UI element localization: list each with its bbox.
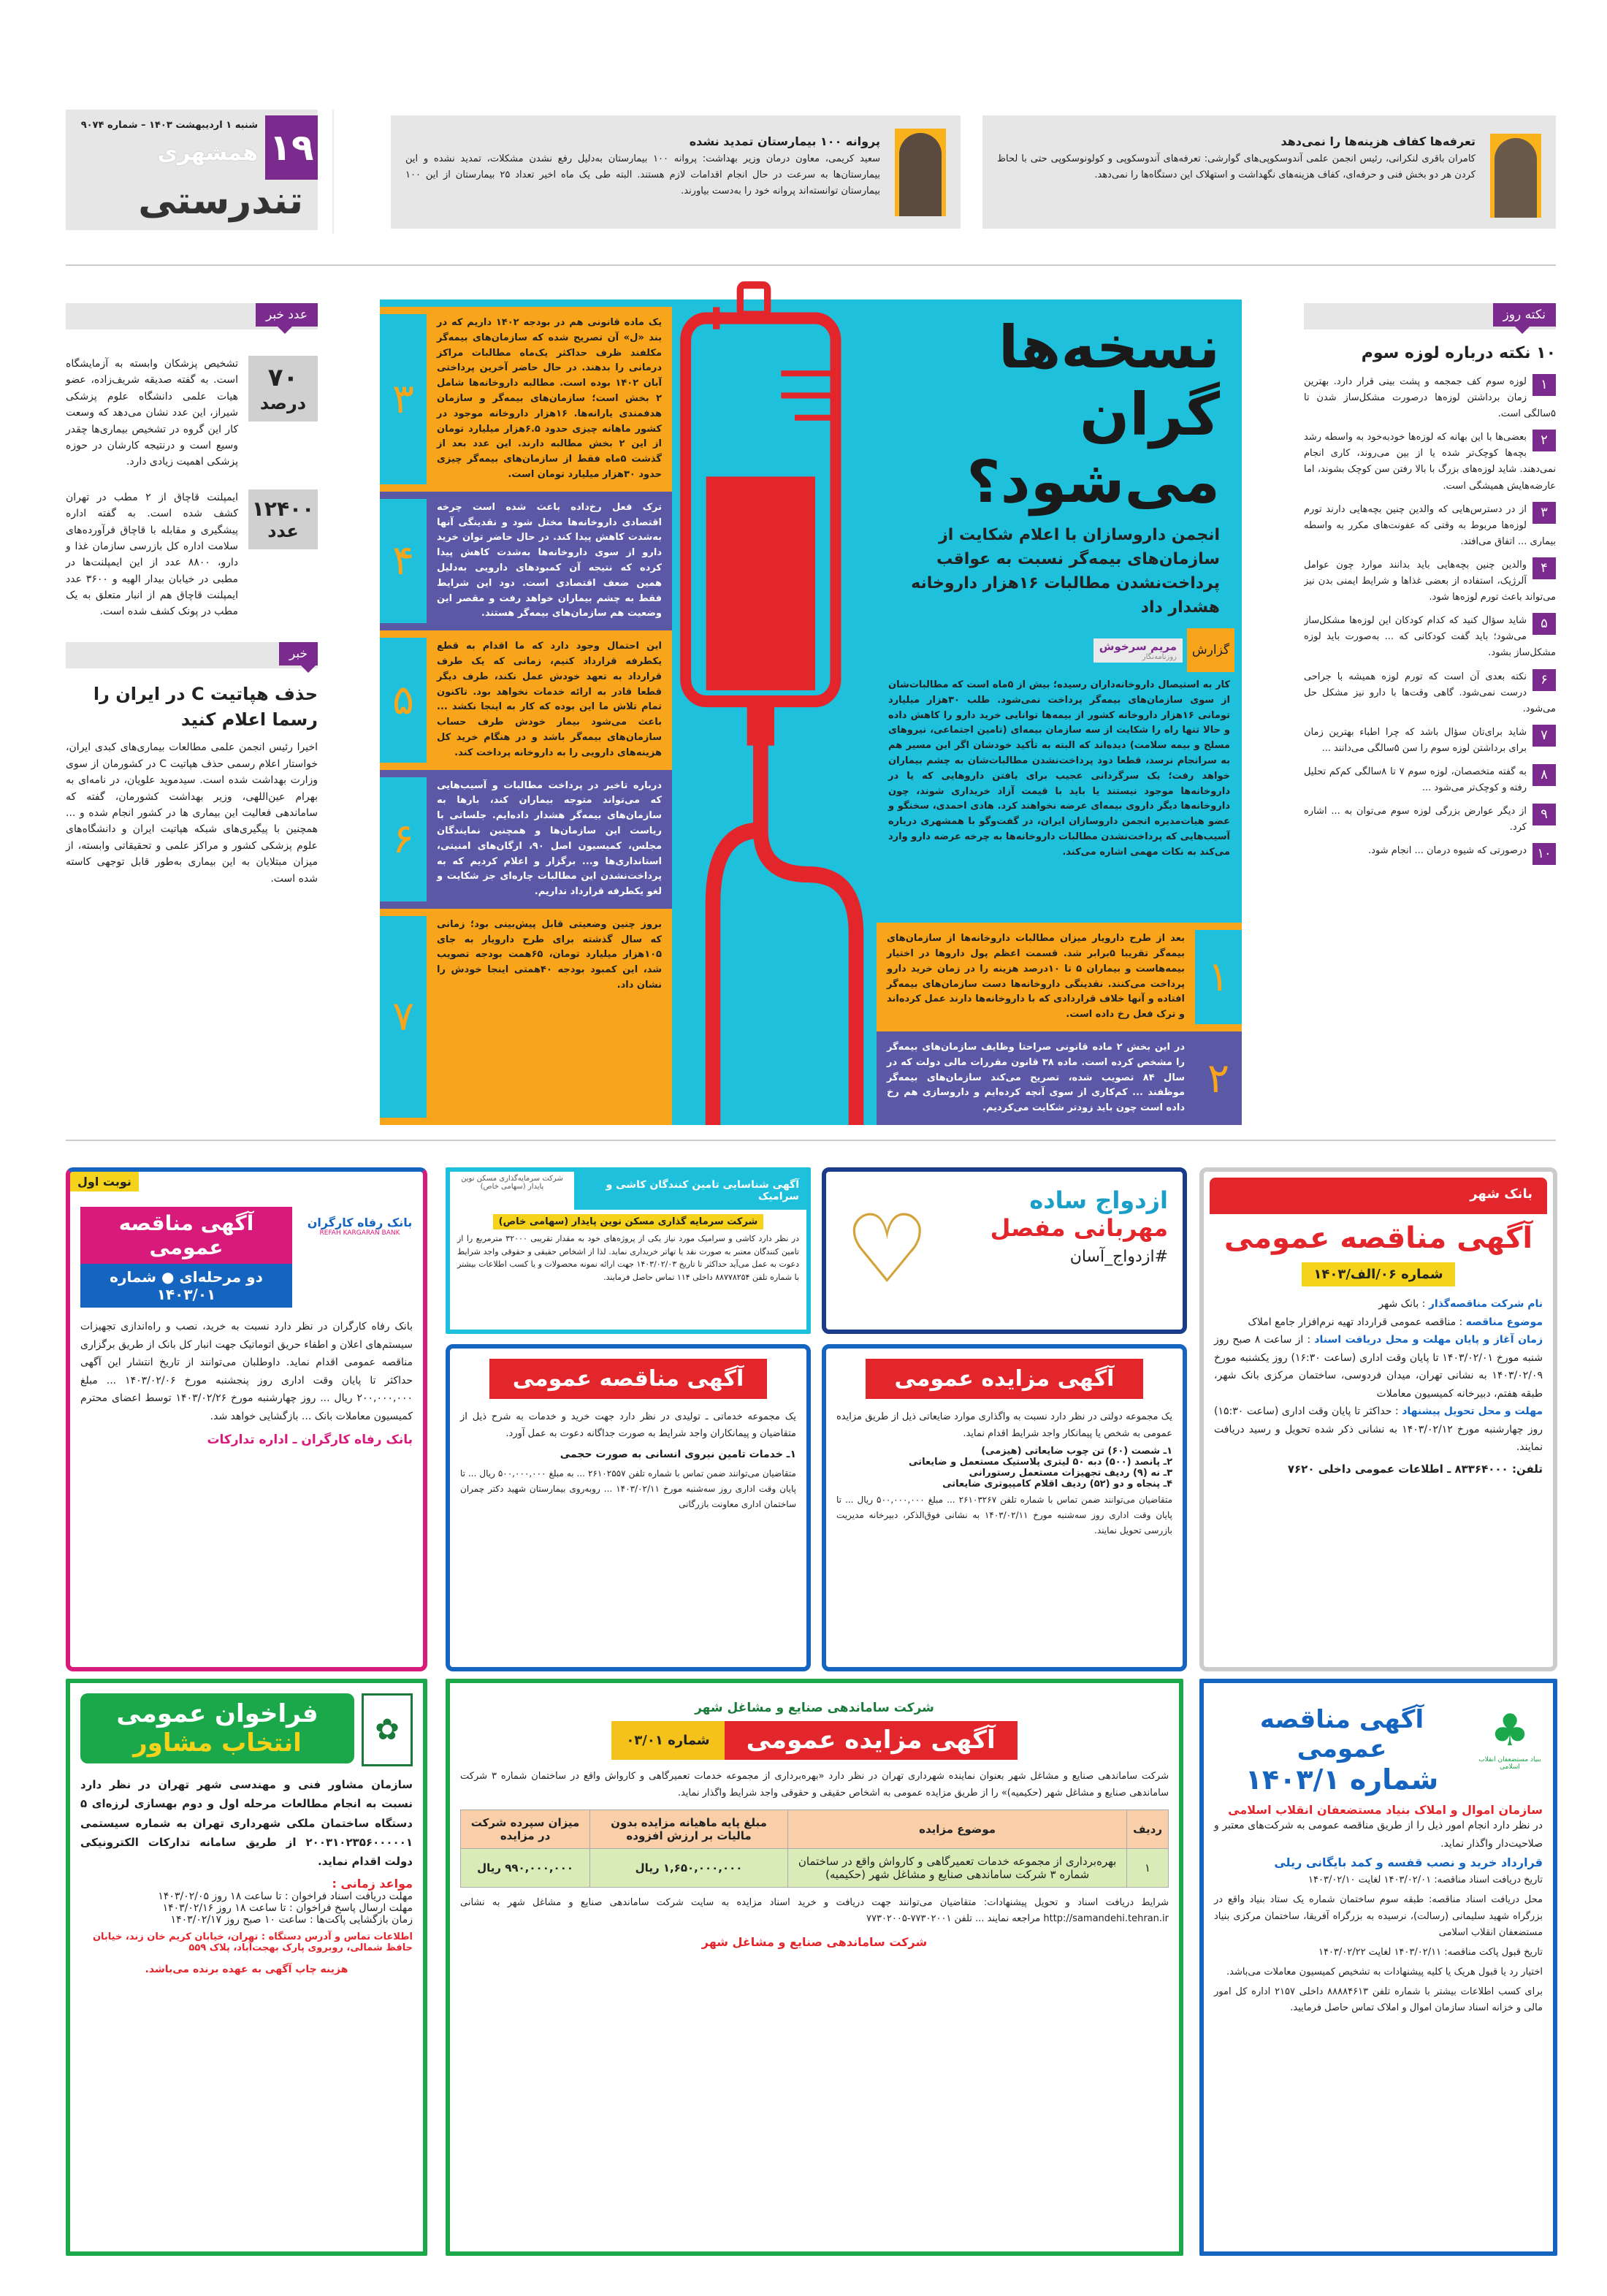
notice-badge: نوبت اول [70,1172,139,1191]
number-box: ۷۰ درصد [248,356,318,422]
ad-intro: در نظر دارد انجام امور ذیل را از طریق مناقصه عمومی به شرکت‌های معتبر و صلاحیت‌دار واگذار نماید. [1214,1820,1543,1850]
ad-title: فراخوان عمومی انتخاب مشاور [80,1693,354,1763]
page-number: ۱۹ [265,115,318,180]
news-body: سعید کریمی، معاون درمان وزیر بهداشت: پروانه ۱۰۰ بیمارستان به‌دلیل رفع نشدن مشکلات، تمدید نشده و این بیمارستان‌ها به سرعت در حال انجام اقدامات لازم هستند. البته طی یک ماه اخیر تعداد ۲۵ بیمارستان از این ۱۰۰ بیمارستان توانسته‌اند پروانه خود را به‌دست بیاورند. [405,153,881,197]
tip-number: ۶ [1532,669,1556,691]
refah-logo: بانک رفاه کارگران REFAH KARGARAN BANK [307,1216,413,1237]
tip-number: ۲ [1532,430,1556,451]
point-number: ۱ [1195,930,1242,1024]
org-name: شرکت ساماندهی صنایع و مشاغل شهر [695,1701,934,1715]
portrait-photo [895,129,946,216]
points-left-stack [380,300,672,1125]
point-2-panel [877,1031,1242,1125]
ad-body: متقاضیان می‌توانند ضمن تماس با شماره تلفن ۲۶۱۰۳۲۶۷ ... مبلغ ۵۰۰,۰۰۰,۰۰۰ ریال ... تا پایان وقت اداری روز سه‌شنبه مورخ ۱۴۰۳/۰۲/۱۱ به نشانی فوق‌الذکر، دبیرخانه مدیریت بازرسی تحویل نمایند. [836,1494,1172,1536]
paper-logo: همشهری [157,140,258,166]
ad-field: مهلت و محل تحویل پیشنهاد : حداکثر تا پایان وقت اداری (ساعت ۱۵:۳۰) روز چهارشنبه مورخ ۱۴۰۳/۰۲/۱۲ به نشانی ذکر شده تحویل و رسید دریافت نمایند. [1214,1406,1543,1453]
tip-text: از دیگر عوارض بزرگی لوزه سوم می‌توان به ... اشاره کرد. [1304,806,1527,834]
hashtag: #ازدواج_آسان [1069,1248,1168,1266]
slogan-line2: مهربانی مفصل [990,1214,1168,1242]
tip-item [1304,669,1556,717]
ad-title: آگهی مناقصه عمومی [1259,1705,1424,1763]
number-box: ۱۲۴۰۰ عدد [248,489,318,549]
ad-number: شماره ۱۴۰۳/۱ [1245,1763,1439,1796]
deadline-item: زمان بازگشایی پاکت‌ها : ساعت ۱۰ صبح روز ۱۴۰۳/۰۲/۱۷ [170,1914,413,1926]
ad-footer: هزینه چاپ آگهی به عهده برنده می‌باشد. [145,1964,348,1976]
ad-field: تاریخ دریافت اسناد مناقصه: ۱۴۰۳/۰۲/۰۱ لغایت ۱۴۰۳/۰۲/۱۰ [1308,1874,1543,1885]
tip-item [1304,374,1556,422]
tip-number: ۹ [1532,804,1556,825]
tip-text: شاید سؤال کنید که کدام کودکان این لوزه‌ها مشکل‌ساز می‌شود؛ باید گفت کودکانی که ... به‌صورت باید لوزه مشکل‌ساز بشود. [1304,615,1556,659]
iv-bag-column [672,300,877,1125]
slogan-line1: ازدواج ساده [1029,1186,1168,1214]
point-number: ۳ [380,314,427,484]
date-line: شنبه ۱ اردیبهشت ۱۴۰۳ – شماره ۹۰۷۴ [80,120,258,131]
tip-text: لوزه سوم کف جمجمه و پشت بینی قرار دارد. بهترین زمان برداشتن لوزه‌ها درصورت مشکل‌ساز شدن تا ۵سالگی است. [1304,376,1556,420]
tip-number: ۱ [1532,374,1556,396]
ad-field: برای کسب اطلاعات بیشتر با شماره تلفن ۸۸۸۸۴۶۱۳ داخلی ۲۱۵۷ اداره کل امور مالی و خزانه اسناد سازمان اموال و املاک تماس حاصل فرمایید. [1214,1986,1543,2014]
tip-text: والدین چنین بچه‌هایی باید بدانند موارد چون عوامل آلرژیک، استفاده از بعضی غذاها و شرایط ایمنی بدن نیز می‌تواند باعث تورم لوزه‌ها شود. [1304,559,1556,603]
table-row: ۱ بهره‌برداری از مجموعه خدمات تعمیرگاهی و کارواش واقع در ساختمان شماره ۳ شرکت ساماندهی صنایع و مشاغل شهر (حکیمیه) ۱,۶۵۰,۰۰۰,۰۰۰ ریال ۹۹۰,۰۰۰,۰۰۰ ریال [461,1848,1169,1887]
ad-intro: یک مجموعه خدماتی ـ تولیدی در نظر دارد جهت خرید و خدمات به شرح ذیل از متقاضیان و پیمانکاران واجد شرایط به صورت جداگانه دعوت به عمل آورد. [460,1411,796,1439]
ad-item: ۱ـ شصت (۶۰) تن چوب ضایعاتی (هیزمی) [981,1445,1172,1457]
company-name: شرکت سرمایه گذاری مسکن نوین پایدار (سهامی خاص) [493,1214,764,1229]
section-tag: نکته روز [1493,303,1556,327]
tips-title: ۱۰ نکته درباره لوزه سوم [1361,344,1556,362]
ad-field: نام شرکت مناقصه‌گذار : بانک شهر [1378,1298,1543,1310]
deadline-item: مهلت دریافت اسناد فراخوان : تا ساعت ۱۸ روز ۱۴۰۳/۰۲/۰۵ [158,1891,413,1903]
tip-number: ۵ [1532,613,1556,635]
point-6-panel [380,770,672,909]
news-body: اخیرا رئیس انجمن علمی مطالعات بیماری‌های کبدی ایران، خواستار اعلام رسمی حذف هپاتیت C در کشورمان از سوی وزارت بهداشت شده است. سیدموید علویان، در نامه‌ای به بهرام عین‌اللهی، وزیر بهداشت کشورمان، گفته که ساماندهی فعالیت این بیماری ها در کشور انجام شده و ... همچنین با پیگیری‌های شبکه هپاتیت ایران و دانشگاه‌های علوم پزشکی کشور و مراکز علمی و تحقیقاتی وابسته، از میزان مبتلایان به این بیماری به‌طور قابل توجهی کاسته شده است. [66,741,318,885]
bonyad-tender-ad[interactable] [1199,1679,1557,2256]
tip-text: نکته بعدی آن است که تورم لوزه همیشه با جراحی درست نمی‌شود. گاهی وقت‌ها با دارو نیز مشکل حل می‌شود. [1304,671,1556,714]
masthead [66,110,318,230]
tonsil-tips [1304,303,1556,872]
org-name: سازمان اموال و املاک بنیاد مستضعفان انقلاب اسلامی [1228,1803,1543,1817]
ad-intro: شرکت ساماندهی صنایع و مشاغل شهر بعنوان نماینده شهرداری تهران در نظر دارد «بهره‌برداری از مجموعه خدمات تعمیرگاهی و کارواش واقع در ساختمان شماره ۳ شرکت ساماندهی صنایع و مشاغل شهر (حکیمیه)» را از طریق مزایده عمومی به اشخاص حقیقی و حقوقی واجد شرایط واگذار نماید. [460,1771,1169,1799]
header-news-2[interactable] [391,115,961,229]
simple-marriage-ad [822,1167,1187,1334]
tip-text: از در دسترس‌هایی که والدین چنین بچه‌هایی دارند تورم لوزه‌ها مربوط به وقتی که عفونت‌های مکرر به واسطه بیماری ... اتفاق می‌افتد. [1304,503,1556,547]
ad-field: موضوع مناقصه : مناقصه عمومی قرارداد تهیه نرم‌افزار جامع املاک [1248,1316,1543,1328]
hepatitis-news[interactable] [66,642,318,887]
bank-shahr-tender-ad[interactable] [1199,1167,1557,1671]
byline: گزارش مریم سرخوش روزنامه‌نگار [877,628,1234,672]
news-body: کامران باقری لنکرانی، رئیس انجمن علمی آندوسکوپی‌های گوارشی: تعرفه‌های آندوسکوپی و کولونوسکوپی حتی با لحاظ کردن هر دو بخش فنی و حرفه‌ای، کفاف هزینه‌های نگهداشت و استهلاک این دستگاه‌ها را نمی‌دهد. [997,153,1476,181]
industries-auction-ad[interactable] [446,1679,1183,2256]
ad-item: ۱ـ خدمات تامین نیروی انسانی به صورت حجمی [560,1448,796,1460]
company-logo: شرکت سرمایه‌گذاری مسکن نوین پایدار (سهامی خاص) [461,1175,563,1191]
bank-shahr-banner: بانک شهر [1210,1178,1547,1214]
portrait-photo [1490,134,1541,218]
feature-subtitle: انجمن داروسازان با اعلام شکایت از سازمان‌های بیمه‌گر نسبت به عواقب پرداخت‌نشدن مطالبات ۱۶هزار داروخانه هشدار داد [911,526,1220,617]
tehran-municipality-logo: ✿ [362,1693,413,1766]
section-tag: خبر [279,642,318,665]
ad-body: سازمان مشاور فنی و مهندسی شهر تهران در نظر دارد نسبت به انجام مطالعات مرحله اول و دوم بهسازی لرزه‌ای ۵ دستگاه ساختمان ملکی شهرداری تهران به شماره سیستمی ۲۰۰۳۱۰۲۳۵۶۰۰۰۰۰۱ از طریق سامانه تدارکات الکترونیکی دولت اقدام نماید. [80,1778,413,1868]
tip-number: ۳ [1532,502,1556,524]
ad-address: اطلاعات تماس و آدرس دستگاه : تهران، خیابان کریم خان زند، خیابان حافظ شمالی، روبروی پارک بهجت‌آباد، پلاک ۵۵۹ [92,1931,413,1954]
ad-title: آگهی مزایده عمومی [866,1359,1143,1399]
ad-number: شماره ۰۶/الف/۱۴۰۳ [1302,1262,1454,1286]
point-text: ترک فعل رخ‌داده باعث شده است چرخه اقتصادی داروخانه‌ها مختل شود و نقدینگی آنها به‌شدت کاهش پیدا کند. در حال حاضر توان خرید دارو از سوی داروخانه‌ها به‌شدت کاهش پیدا کرده که نتیجه آن کمبودهای دارویی به‌دلیل همین ضعف اقتصادی است. دود این شرایط فقط به چشم بیماران خواهد رفت و مقصر این وضعیت هم سازمان‌های بیمه‌گر هستند. [437,501,662,619]
ad-field: محل دریافت اسناد مناقصه: طبقه سوم ساختمان شماره یک ستاد بنیاد واقع در بزرگراه شهید سلیمانی (رسالت)، نرسیده به بزرگراه آفریقا، ساختمان مرکزی بنیاد مستضعفان انقلاب اسلامی [1214,1893,1543,1939]
point-4-panel [380,492,672,630]
number-news-section [66,303,318,620]
tip-item [1304,557,1556,606]
point-text: این احتمال وجود دارد که ما اقدام به قطع یکطرفه قرارداد کنیم، زمانی که یک طرف قرارداد به تعهد خودش عمل نکند، طرف دیگر قطعا قادر به ارائه خدمات نخواهد بود. تاکنون تمام تلاش ما این بوده که کار به اینجا نکشد ... باعث می‌شود بیمار خودش طرف حساب سازمان‌های بیمه‌گر باشد و در هنگام خرید کل هزینه‌های دارویی را به داروخانه پرداخت کند. [437,641,662,758]
tip-item [1304,725,1556,757]
number-item [66,489,318,620]
small-auction-ad[interactable] [822,1344,1187,1671]
tip-item [1304,613,1556,661]
ad-field: اختیار رد یا قبول هریک یا کلیه پیشنهادات به تشخیص کمیسیون معاملات می‌باشد. [1226,1966,1543,1977]
ad-footer: بانک رفاه کارگران ـ اداره تدارکات [207,1433,413,1447]
news-title: پروانه ۱۰۰ بیمارستان تمدید نشده [689,134,880,148]
feature-title: نسخه‌ها گران می‌شود؟ [966,313,1220,516]
point-7-panel [380,909,672,1125]
point-text: یک ماده قانونی هم در بودجه ۱۴۰۲ داریم که در بند «ل» آن تصریح شده که سازمان‌های بیمه‌گر مکلفند ظرف حداکثر یک‌ماه مطالبات مراکز درمانی را بدهند. در حال حاضر آخرین پرداختی آبان ۱۴۰۲ بوده است. مطالبه داروخانه‌ها شامل ۲ بخش است؛ سازمان‌های بیمه‌گر و سازمان هدفمندی یارانه‌ها. ۱۶هزار داروخانه موجود در کشور ماهانه چیزی حدود ۶.۵هزار میلیارد تومان از این ۲ بخش مطالبه دارند. این عدد بعد از گذشت ۵ماه فقط از سازمان‌های بیمه‌گر چیزی حدود ۳۰هزار میلیارد تومان است. [437,317,663,480]
tip-item [1304,843,1556,865]
ad-footer: شرکت ساماندهی صنایع و مشاغل شهر [701,1935,928,1949]
tip-text: به گفته متخصصان، لوزه سوم ۷ تا ۸سالگی کم‌کم تحلیل رفته و کوچک‌تر می‌شود ... [1304,766,1527,794]
ad-body: بانک رفاه کارگران در نظر دارد نسبت به خرید، نصب و راه‌اندازی تجهیزات سیستم‌های اعلان و اطفاء حریق اتوماتیک جهت انبار کل بانک از طریق برگزاری مناقصه عمومی اقدام نماید. داوطلبان می‌توانند از تاریخ انتشار این آگهی حداکثر تا پایان وقت اداری روز پنجشنبه مورخ ۱۴۰۳/۰۲/۰۶ ... مبلغ ۲۰۰,۰۰۰,۰۰۰ ریال ... روز چهارشنبه مورخ ۱۴۰۳/۰۲/۲۶ توسط اعضای محترم کمیسیون معاملات بانک ... بازگشایی خواهد شد. [80,1321,413,1422]
point-number: ۵ [380,638,427,762]
tip-item [1304,804,1556,836]
ad-title: آگهی مناقصه عمومی [1224,1221,1533,1255]
bonyad-logo: ♣ بنیاد مستضعفان انقلاب اسلامی [1478,1705,1541,1771]
ad-item: ۴ـ پنجاه و دو (۵۲) ردیف اقلام کامپیوتری ضایعاتی [942,1478,1172,1490]
ad-subtitle: دو مرحله‌ای ● شماره ۱۴۰۳/۰۱ [80,1264,292,1308]
left-column [66,303,318,887]
point-text: در این بخش ۲ ماده قانونی صراحتا وظایف سازمان‌های بیمه‌گر را مشخص کرده است. ماده ۳۸ قانون مقررات مالی دولت که در سال ۸۴ تصویب شده، تصریح می‌کند سازمان‌های بیمه‌گر موظفند ... کم‌کاری از سوی آنچه کرده‌ایم و داروسازی هم رخ داده است چون باید زودتر شکایت می‌کردیم. [887,1042,1185,1114]
point-number: ۶ [380,777,427,901]
point-text: درباره تاخیر در پرداخت مطالبات و آسیب‌هایی که می‌تواند متوجه بیماران کند، بارها به سازمان‌های بیمه‌گر هشدار داده‌ایم. جلساتی با ریاست این سازمان‌ها و همچنین نمایندگان مجلس، کمیسیون اصل ۹۰، ارگان‌های امنیتی، استانداری‌ها و... برگزار و اعلام کردیم که به پرداخت‌نشدن این مطالبات چاره‌ای جز شکایت و لغو یکطرفه قرارداد نداریم. [437,779,662,898]
point-number: ۲ [1195,1039,1242,1118]
point-text: بروز چنین وضعیتی قابل پیش‌بینی بود؛ زمانی که سال گذشته برای طرح دارویار به جای ۱۰۵هزار میلیارد تومان، ۶۵همت بودجه تصویب شد، این کمبود بودجه ۴۰همتی اینجا خودش را نشان داد. [437,918,662,991]
point-text: بعد از طرح دارویار میزان مطالبات داروخانه‌ها از سازمان‌های بیمه‌گر تقریبا ۵برابر شد. قسمت اعظم پول داروها در اختیار بیمه‌هاست و بیماران ۵ تا ۱۰درصد هزینه را در زمان خرید دارو پرداخت می‌کنند. نقدینگی داروخانه‌ها دست سازمان‌های بیمه‌گر افتاده و آنها خلاف قراردادی که با داروخانه‌ها دارند عمل کرده‌اند و ترک فعل رخ داده است. [887,933,1185,1021]
news-title: تعرفه‌ها کفاف هزینه‌ها را نمی‌دهد [1280,134,1476,148]
ad-subject: قرارداد خرید و نصب قفسه و کمد بایگانی ریلی [1274,1856,1543,1869]
ads-rule [66,1140,1556,1141]
divider [332,110,334,234]
rings-icon: ♡ [844,1194,930,1305]
feature-lead: کار به استیصال داروخانه‌داران رسیده؛ بیش از ۵ماه است که مطالبات‌شان از سوی سازمان‌های بیمه‌گر پرداخت نمی‌شود. طلب ۳۰هزار میلیارد تومانی ۱۶هزار داروخانه کشور از بیمه‌ها توانایی خرید دارو را کاهش داده و حالا تنها راه را شکایت از سه سازمان بیمه‌ای (تامین اجتماعی، نیروهای مسلح و بیمه سلامت) دیده‌اند که البته به تأکید خودشان اگر این مسیر هم به سرانجام نرسد، قطعا دود پرداخت‌نشدن مطالبات‌شان به چشم بیماران خواهد رفت؛ یک سرگردانی عجیب برای یافتن داروهایی که یا در داروخانه‌ها موجود نیستند یا باید با قیمت آزاد خریداری شوند، چون داروخانه‌ها دیگر داروی بیمه‌ای عرضه نخواهند کرد. هادی احمدی، سخنگو و عضو هیات‌مدیره انجمن داروسازان ایران، در گفت‌وگو با همشهری درباره آسیب‌هایی که پرداخت‌نشدن مطالبات داروخانه‌ها به چرخه عرضه دارو وارد می‌کند به نکات مهمی اشاره می‌کند. [888,679,1230,858]
ad-title: آگهی مناقصه عمومی [489,1359,767,1399]
deadline-item: مهلت ارسال پاسخ فراخوان : تا ساعت ۱۸ روز ۱۴۰۳/۰۲/۱۶ [162,1902,413,1915]
ad-phone: تلفن: ۸۳۳۶۴۰۰۰ ـ اطلاعات عمومی داخلی ۷۶۲۰ [1287,1462,1543,1476]
point-3-panel [380,307,672,492]
deadlines-title: مواعد زمانی : [332,1877,413,1891]
tip-item [1304,502,1556,550]
ad-title: آگهی شناسایی تامین کنندگان کاشی و سرامیک [574,1172,806,1210]
section-tag: عدد خبر [256,303,318,327]
ad-intro: یک مجموعه دولتی در نظر دارد نسبت به واگذاری موارد ضایعاتی ذیل از طریق مزایده عمومی به شخص یا پیمانکار واجد شرایط اقدام نماید. [836,1411,1172,1439]
ad-field: تاریخ قبول پاکت مناقصه: ۱۴۰۳/۰۲/۱۱ لغایت ۱۴۰۳/۰۲/۲۲ [1318,1947,1543,1958]
tip-item [1304,430,1556,494]
tip-item [1304,764,1556,796]
tip-text: بعضی‌ها با این بهانه که لوزه‌ها خودبه‌خود به واسطه رشد بچه‌ها کوچک‌تر شده یا از بین می‌روند، کاری انجام نمی‌دهند. شاید لوزه‌های بزرگ با بالا رفتن سن کوچک بشوند، اما عارضه‌هایش همیشگی است. [1304,432,1556,492]
consultant-call-ad[interactable] [66,1679,427,2256]
iv-bag-illustration [672,270,877,1125]
feature-right-stack [877,300,1242,1125]
feature-infographic [380,300,1242,1125]
ad-field: زمان آغاز و پایان مهلت و محل دریافت اسناد : از ساعت ۸ صبح روز شنبه مورخ ۱۴۰۳/۰۲/۰۱ تا پایان وقت اداری (ساعت ۱۶:۳۰) روز یکشنبه مورخ ۱۴۰۳/۰۲/۰۹ به نشانی تهران، میدان فردوسی، ساختمان مرکزی بانک شهر، طبقه هفتم، دبیرخانه کمیسیون معاملات [1214,1334,1543,1400]
tip-number: ۷ [1532,725,1556,747]
news-title: حذف هپاتیت C در ایران را رسما اعلام کنید [93,683,318,730]
tip-text: درصورتی که شیوه درمان ... انجام شود. [1368,845,1527,857]
number-text: ایمپلنت قاچاق از ۲ مطب در تهران کشف شده است. به گفته اداره پیشگیری و مقابله با قاچاق فرآورده‌های سلامت اداره کل بازرسی سازمان غذا و دارو، ۸۸۰۰ عدد از این ایمپلنت‌ها در مطبی در خیابان بیدار الهیه و ۳۶۰۰ عدد ایمپلنت قاچاق هم از انبار متعلق به یک مطب در پونک کشف شده است. [66,491,238,618]
ad-body: متقاضیان می‌توانند ضمن تماس با شماره تلفن ۲۶۱۰۲۵۵۷ ... به مبلغ ۵۰۰,۰۰۰,۰۰۰ ریال ... تا پایان وقت اداری روز سه‌شنبه مورخ ۱۴۰۳/۰۲/۱۱ ... روبه‌روی بیمارستان شهید دکتر چمران ساختمان اداری معاونت بازرگانی [460,1468,796,1509]
auction-table: ردیف موضوع مزایده مبلغ پایه ماهیانه مزایده بدون مالیات بر ارزش افزوده میزان سپرده شرکت در مزایده ۱ بهره‌برداری از مجموعه خدمات تعمیرگاهی و کارواش واقع در ساختمان شماره ۳ شرکت ساماندهی صنایع و مشاغل شهر (حکیمیه) ۱,۶۵۰,۰۰۰,۰۰۰ ریال ۹۹۰,۰۰۰,۰۰۰ ریال [460,1809,1169,1888]
number-text: تشخیص پزشکان وابسته به آزمایشگاه است. به گفته صدیقه شریف‌زاده، عضو هیات علمی دانشگاه علوم پزشکی شیراز، این عدد نشان می‌دهد که وسعت کار این گروه در تشخیص بیماری‌ها چقدر وسیع است و درنتیجه کارشان در حوزه پزشکی اهمیت زیادی دارد. [66,358,238,468]
number-item [66,356,318,470]
header-news-1[interactable] [982,115,1556,229]
tip-number: ۱۰ [1532,843,1556,865]
ad-title-bar: آگهی مزایده عمومی شماره ۰۳/۰۱ [460,1721,1169,1760]
point-number: ۴ [380,499,427,623]
header-rule [66,264,1556,266]
tip-number: ۴ [1532,557,1556,579]
point-1-panel [877,923,1242,1031]
ad-body: در نظر دارد کاشی و سرامیک مورد نیاز یکی از پروژه‌های خود به مقدار تقریبی ۳۲۰۰۰ مترمربع را از تامین کنندگان معتبر به صورت نقد یا تهاتر خریداری نماید. لذا از اشخاص حقیقی و حقوقی واجد شرایط دعوت به عمل می‌آید حداکثر تا تاریخ ۱۴۰۳/۰۲/۰۳ جهت ارائه نمونه محصولات و یا کسب اطلاعات بیشتر با شماره تلفن ۸۸۷۷۸۲۵۴ داخلی ۱۱۴ تماس حاصل فرمایند. [457,1234,800,1282]
section-title: تندرستی [138,179,303,223]
refah-bank-tender-ad[interactable] [66,1167,427,1671]
ad-body: شرایط دریافت اسناد و تحویل پیشنهادات: متقاضیان می‌توانند جهت دریافت و خرید اسناد مزایده به سایت شرکت ساماندهی صنایع و مشاغل شهر به نشانی http://samandehi.tehran.ir مراجعه نمایند ... تلفن ۷۷۳۰۲۰۰۱-۷۷۳۰۲۰۰۵ [460,1896,1169,1925]
point-number: ۷ [380,916,427,1118]
tip-number: ۸ [1532,764,1556,786]
small-tender-ad[interactable] [446,1344,811,1671]
point-5-panel [380,630,672,769]
ad-title: آگهی مناقصه عمومی [80,1207,292,1264]
ad-item: ۲ـ پانصد (۵۰۰) دبه ۵۰ لیتری پلاستیک مستعمل و ضایعاتی [909,1456,1172,1468]
tile-supplier-ad[interactable] [446,1167,811,1334]
tip-text: شاید برای‌تان سؤال باشد که چرا اطباء بهترین زمان برای برداشتن لوزه سوم را سن ۵سالگی می‌دانند ... [1304,726,1527,754]
ad-item: ۳ـ نه (۹) ردیف تجهیزات مستعمل رستورانی [969,1467,1172,1479]
